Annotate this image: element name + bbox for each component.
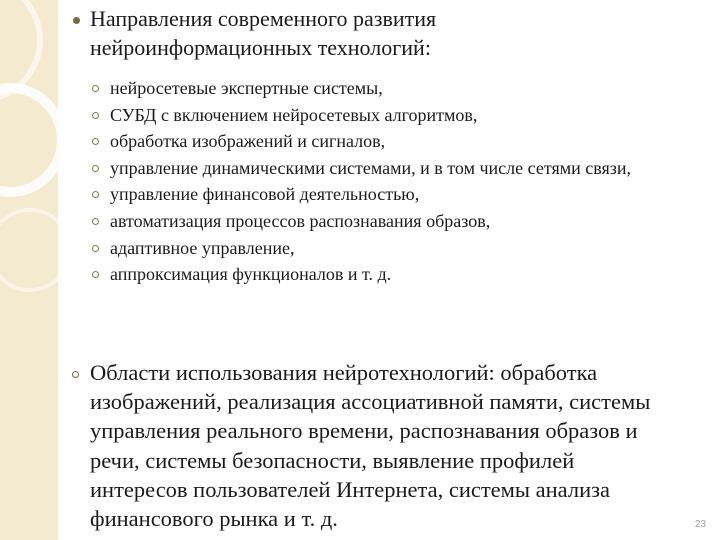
page-number: 23 bbox=[694, 519, 706, 530]
list-item bbox=[92, 103, 702, 127]
list-item-text: управление финансовой деятельностью, bbox=[110, 184, 420, 205]
list-item bbox=[92, 156, 702, 180]
list-item-text: обработка изображений и сигналов, bbox=[110, 131, 386, 152]
list-item bbox=[92, 262, 702, 286]
list-item bbox=[92, 182, 702, 206]
list-item-text: управление динамическими системами, и в том числе сетями связи, bbox=[110, 157, 632, 178]
ring-bullet-icon bbox=[92, 191, 99, 198]
list-item bbox=[92, 129, 702, 153]
bullet-areas-line2: изображений, реализация ассоциативной памяти, системы bbox=[90, 389, 651, 415]
ring-bullet-icon bbox=[92, 218, 99, 225]
bullet-directions-line2: нейроинформационных технологий: bbox=[90, 35, 431, 60]
list-item-text: нейросетевые экспертные системы, bbox=[110, 78, 383, 98]
list-item bbox=[92, 76, 702, 100]
directions-sub-list bbox=[92, 76, 702, 289]
list-item bbox=[92, 236, 702, 260]
ring-bullet-icon bbox=[92, 112, 99, 119]
bullet-areas-line6: финансового рынка и т. д. bbox=[90, 506, 338, 532]
list-item-text: аппроксимация функционалов и т. д. bbox=[110, 264, 392, 285]
ring-bullet-icon bbox=[92, 85, 99, 92]
list-item-text: СУБД с включением нейросетевых алгоритмов, bbox=[110, 104, 478, 125]
bullet-areas-line3: управления реального времени, распознавания образов и bbox=[90, 418, 638, 444]
bullet-areas bbox=[90, 358, 690, 533]
list-item-text: автоматизация процессов распознавания образов, bbox=[110, 210, 491, 231]
ring-bullet-icon bbox=[92, 271, 99, 278]
list-item-text: адаптивное управление, bbox=[110, 237, 295, 258]
ring-bullet-icon bbox=[92, 138, 99, 145]
bullet-areas-line1: Области использования нейротехнологий: обработка bbox=[90, 360, 598, 385]
bullet-directions bbox=[90, 4, 690, 62]
list-item bbox=[92, 209, 702, 233]
ring-bullet-icon bbox=[70, 368, 82, 380]
bullet-areas-line4: речи, системы безопасности, выявление профилей bbox=[90, 447, 575, 473]
ring-bullet-icon bbox=[92, 245, 99, 252]
ring-bullet-icon bbox=[92, 165, 99, 172]
filled-bullet-icon bbox=[70, 14, 82, 26]
bullet-directions-line1: Направления современного развития bbox=[90, 6, 437, 31]
bullet-areas-line5: интересов пользователей Интернета, системы анализа bbox=[90, 476, 611, 502]
